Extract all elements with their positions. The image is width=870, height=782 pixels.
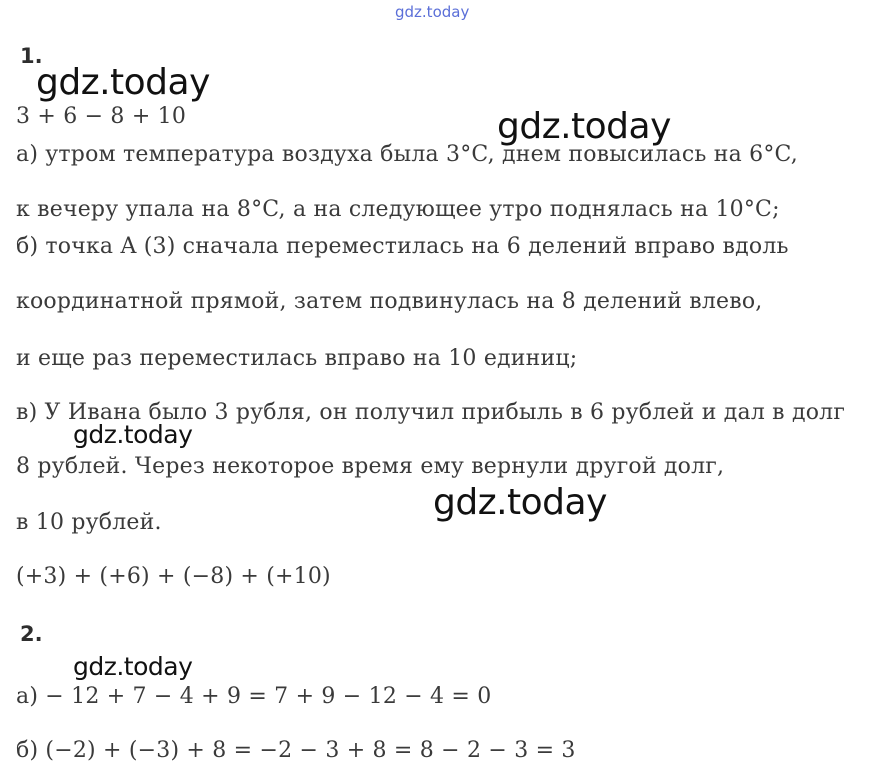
watermark: gdz.today — [36, 62, 210, 103]
task-1-line-a1: а) утром температура воздуха была 3°C, днем повысилась на 6°C, — [16, 142, 798, 167]
watermark: gdz.today — [433, 482, 607, 523]
watermark-top: gdz.today — [395, 3, 470, 21]
watermark: gdz.today — [73, 420, 193, 449]
task-1-line-b2: координатной прямой, затем подвинулась на 8 делений влево, — [16, 289, 763, 314]
watermark: gdz.today — [73, 652, 193, 681]
task-1-number: 1. — [20, 44, 43, 68]
task-1-line-c3: в 10 рублей. — [16, 510, 162, 535]
task-1-line-a2: к вечеру упала на 8°C, а на следующее утро поднялась на 10°C; — [16, 197, 780, 222]
task-2-equation-a: а) − 12 + 7 − 4 + 9 = 7 + 9 − 12 − 4 = 0 — [16, 684, 492, 709]
task-2-equation-b: б) (−2) + (−3) + 8 = −2 − 3 + 8 = 8 − 2 − 3 = 3 — [16, 738, 576, 763]
task-1-line-c2: 8 рублей. Через некоторое время ему вернули другой долг, — [16, 454, 725, 479]
task-1-result: (+3) + (+6) + (−8) + (+10) — [16, 564, 331, 589]
task-1-line-b3: и еще раз переместилась вправо на 10 единиц; — [16, 346, 578, 371]
task-1-line-c1: в) У Ивана было 3 рубля, он получил прибыль в 6 рублей и дал в долг — [16, 400, 846, 425]
task-1-line-b1: б) точка A (3) сначала переместилась на 6 делений вправо вдоль — [16, 234, 789, 259]
task-2-number: 2. — [20, 622, 43, 646]
watermark: gdz.today — [497, 106, 671, 147]
task-1-expression: 3 + 6 − 8 + 10 — [16, 104, 187, 129]
